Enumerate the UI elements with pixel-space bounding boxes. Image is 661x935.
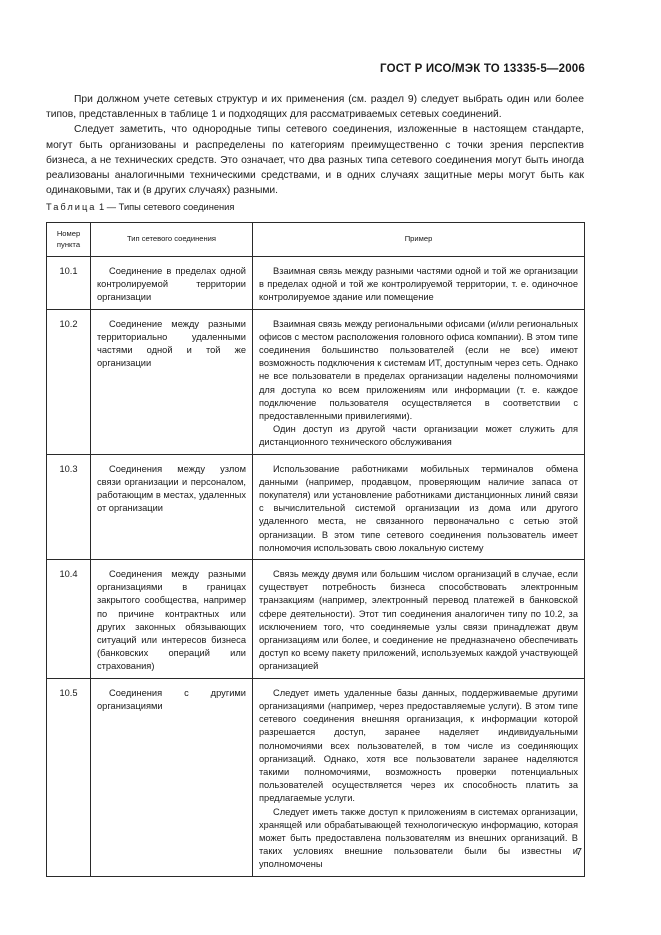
row-type <box>91 454 253 559</box>
table-header-row <box>47 223 585 257</box>
row-num: 10.2 <box>47 309 91 454</box>
row-num: 10.4 <box>47 560 91 679</box>
row-type <box>91 560 253 679</box>
row-type-text: Соединения между разными организациями в границах закрытого сообщества, например по причине контрактных или других законных обязывающих ситуаций или интересов бизнеса (банковских операций или страхования) <box>97 569 246 672</box>
intro-text <box>46 92 584 198</box>
row-example-paragraph: Взаимная связь между региональными офисами (и/или региональных офисов с местом расположения головного офиса компании). В этом типе соединения большинство пользователей (если не все) имеют возможность подключения к системам ИТ, доступным через сеть. Однако не все пользователи в пределах организации наделены полномочиями для доступа ко всем приложениям или информации (т. е. каждое подключение пользователя осуществляется в соответствии с предоставленными привилегиями). <box>259 318 578 422</box>
header-type: Тип сетевого соединения <box>91 223 253 257</box>
row-example-paragraph: Взаимная связь между разными частями одной и той же организации в пределах одной и той же контролируемой территории, т. е. одиночное контролируемое здание или помещение <box>259 266 578 303</box>
connection-types-table <box>46 222 585 877</box>
table-caption <box>46 202 234 212</box>
intro-paragraph-2: Следует заметить, что однородные типы сетевого соединения, изложенные в настоящем стандарте, могут быть организованы и распределены по категориям преимущественно с точки зрения перспектив бизнеса, а не технических средств. Это означает, что два разных типа сетевого соединения могут быть иногда реализованы аналогичными техническими средствами, и в одних случаях защитные меры могут быть как одинаковыми, так и (в других случаях) разными. <box>46 124 584 197</box>
row-type-text: Соединение между разными территориально удаленными частями одной и той же организации <box>97 318 246 369</box>
table-caption-text: 1 — Типы сетевого соединения <box>99 202 235 212</box>
table-caption-label: Таблица <box>46 202 97 212</box>
table-row <box>47 257 585 310</box>
header-example: Пример <box>253 223 585 257</box>
row-type-text: Соединения с другими организациями <box>97 687 246 711</box>
row-example <box>253 309 585 454</box>
document-header: ГОСТ Р ИСО/МЭК ТО 13335-5—2006 <box>380 63 585 75</box>
row-num: 10.1 <box>47 257 91 310</box>
table-row <box>47 560 585 679</box>
row-type <box>91 257 253 310</box>
page-number: 7 <box>576 846 582 858</box>
header-num: Номер пункта <box>47 223 91 257</box>
table-row <box>47 309 585 454</box>
table-row <box>47 454 585 559</box>
intro-paragraph-1: При должном учете сетевых структур и их применения (см. раздел 9) следует выбрать один или более типов, представленных в таблице 1 и подходящих для рассматриваемых сетевых соединений. <box>46 94 584 121</box>
row-example <box>253 454 585 559</box>
row-type-text: Соединения между узлом связи организации и персоналом, работающим в местах, удаленных от организации <box>97 463 246 514</box>
row-num: 10.5 <box>47 678 91 876</box>
table-row <box>47 678 585 876</box>
row-type-text: Соединение в пределах одной контролируемой территории организации <box>97 266 246 303</box>
row-example <box>253 560 585 679</box>
row-example-paragraph: Связь между двумя или большим числом организаций в случае, если существует потребность бизнеса способствовать электронным транзакциям (например, электронный перевод платежей в банковской сфере деятельности). Этот тип соединения аналогичен типу по 10.2, за исключением того, что соединяемые узлы связи принадлежат двум организациям или более, и соединение не предназначено обеспечивать доступ ко всему пакету приложений, используемых каждой участвующей организацией <box>259 569 578 672</box>
row-type <box>91 678 253 876</box>
row-example-paragraph: Следует иметь также доступ к приложениям в системах организации, хранящей или обрабатывающей технологическую информацию, которая может быть предоставлена пользователям из внешних организаций. В таких условиях внешние пользователи были бы известны и уполномочены <box>259 806 578 870</box>
row-example-paragraph: Использование работниками мобильных терминалов обмена данными (например, продавцом, проверяющим наличие запаса от покупателя) или установление работниками дистанционных линий связи с вычислительной системой организации из дома или другого удаленного места, не связанного первоначально с сетью этой организации. В этом типе сетевого соединения пользователь имеет полномочия использовать свою локальную систему <box>259 463 578 553</box>
row-example-paragraph: Один доступ из другой части организации может служить для дистанционного технического обслуживания <box>259 424 578 448</box>
row-example-paragraph: Следует иметь удаленные базы данных, поддерживаемые другими организациями (например, через предоставляемые услуги). В этом типе сетевого соединения внешняя организация, к информации которой разрешается доступ, заранее наделяет индивидуальными полномочиями всех пользователей, в том числе из соединяющих организаций. Однако, хотя все пользователи заранее наделяются такими полномочиями, возможность проверки потенциальных пользователей осуществляется через их способность платить за предлагаемые услуги. <box>259 687 578 804</box>
row-example <box>253 678 585 876</box>
row-example <box>253 257 585 310</box>
row-num: 10.3 <box>47 454 91 559</box>
row-type <box>91 309 253 454</box>
